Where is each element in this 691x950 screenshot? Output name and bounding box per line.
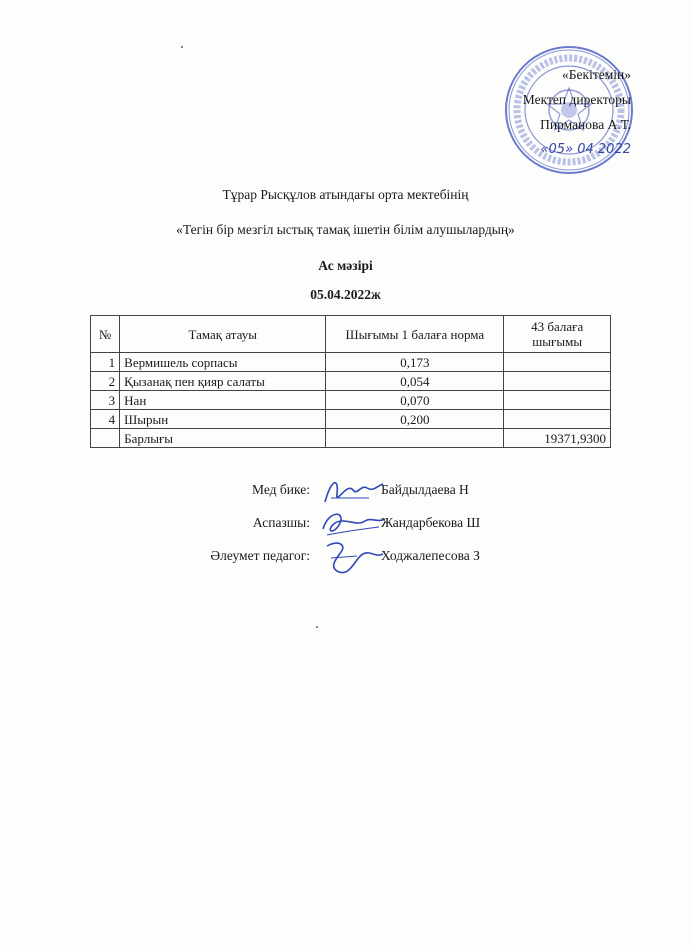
menu-title: Ас мәзірі xyxy=(318,258,373,273)
table-row xyxy=(91,353,611,372)
row-num: 4 xyxy=(91,410,120,429)
row-num: 3 xyxy=(91,391,120,410)
signature-role: Мед бике: xyxy=(252,482,310,497)
approve-date: «05» 04 2022 xyxy=(540,142,631,157)
school-title: Тұрар Рысқұлов атындағы орта мектебінің xyxy=(222,187,469,202)
row-total xyxy=(504,372,611,391)
signature-role: Әлеумет педагог: xyxy=(210,548,310,563)
row-name: Вермишель сорпасы xyxy=(120,353,326,372)
row-name: Қызанақ пен қияр салаты xyxy=(120,372,326,391)
row-num xyxy=(91,429,120,448)
approve-label: «Бекітемін» xyxy=(562,67,631,82)
approval-block xyxy=(523,62,631,162)
document-subtitle: «Тегін бір мезгіл ыстық тамақ ішетін білім алушылардың» xyxy=(176,222,515,237)
approve-director-name: Пирманова А.Т. xyxy=(540,117,631,132)
row-norm: 0,173 xyxy=(326,353,504,372)
signature-row-social-pedagogue xyxy=(0,548,691,581)
row-num: 2 xyxy=(91,372,120,391)
row-num: 1 xyxy=(91,353,120,372)
header-num: № xyxy=(91,316,120,353)
approve-position: Мектеп директоры xyxy=(522,92,631,107)
handwritten-signature xyxy=(317,538,389,578)
scan-dot xyxy=(181,46,183,48)
signatures-block xyxy=(0,482,691,581)
signature-name: Жандарбекова Ш xyxy=(381,515,481,530)
row-total: 19371,9300 xyxy=(504,429,611,448)
header-norm: Шығымы 1 балаға норма xyxy=(326,316,504,353)
row-norm: 0,054 xyxy=(326,372,504,391)
signature-name: Ходжалепесова З xyxy=(381,548,480,563)
scan-dot xyxy=(316,626,318,628)
table-header-row xyxy=(91,316,611,353)
menu-table xyxy=(90,315,611,448)
row-norm: 0,070 xyxy=(326,391,504,410)
table-row xyxy=(91,372,611,391)
row-norm: 0,200 xyxy=(326,410,504,429)
row-name: Шырын xyxy=(120,410,326,429)
signature-name: Байдылдаева Н xyxy=(381,482,469,497)
header-total: 43 балаға шығымы xyxy=(504,316,611,353)
row-norm xyxy=(326,429,504,448)
row-name: Нан xyxy=(120,391,326,410)
menu-date: 05.04.2022ж xyxy=(310,287,381,302)
signature-role: Аспазшы: xyxy=(252,515,310,530)
table-row xyxy=(91,410,611,429)
row-total xyxy=(504,410,611,429)
header-name: Тамақ атауы xyxy=(120,316,326,353)
row-total xyxy=(504,353,611,372)
row-total xyxy=(504,391,611,410)
row-name: Барлығы xyxy=(120,429,326,448)
table-total-row xyxy=(91,429,611,448)
table-row xyxy=(91,391,611,410)
